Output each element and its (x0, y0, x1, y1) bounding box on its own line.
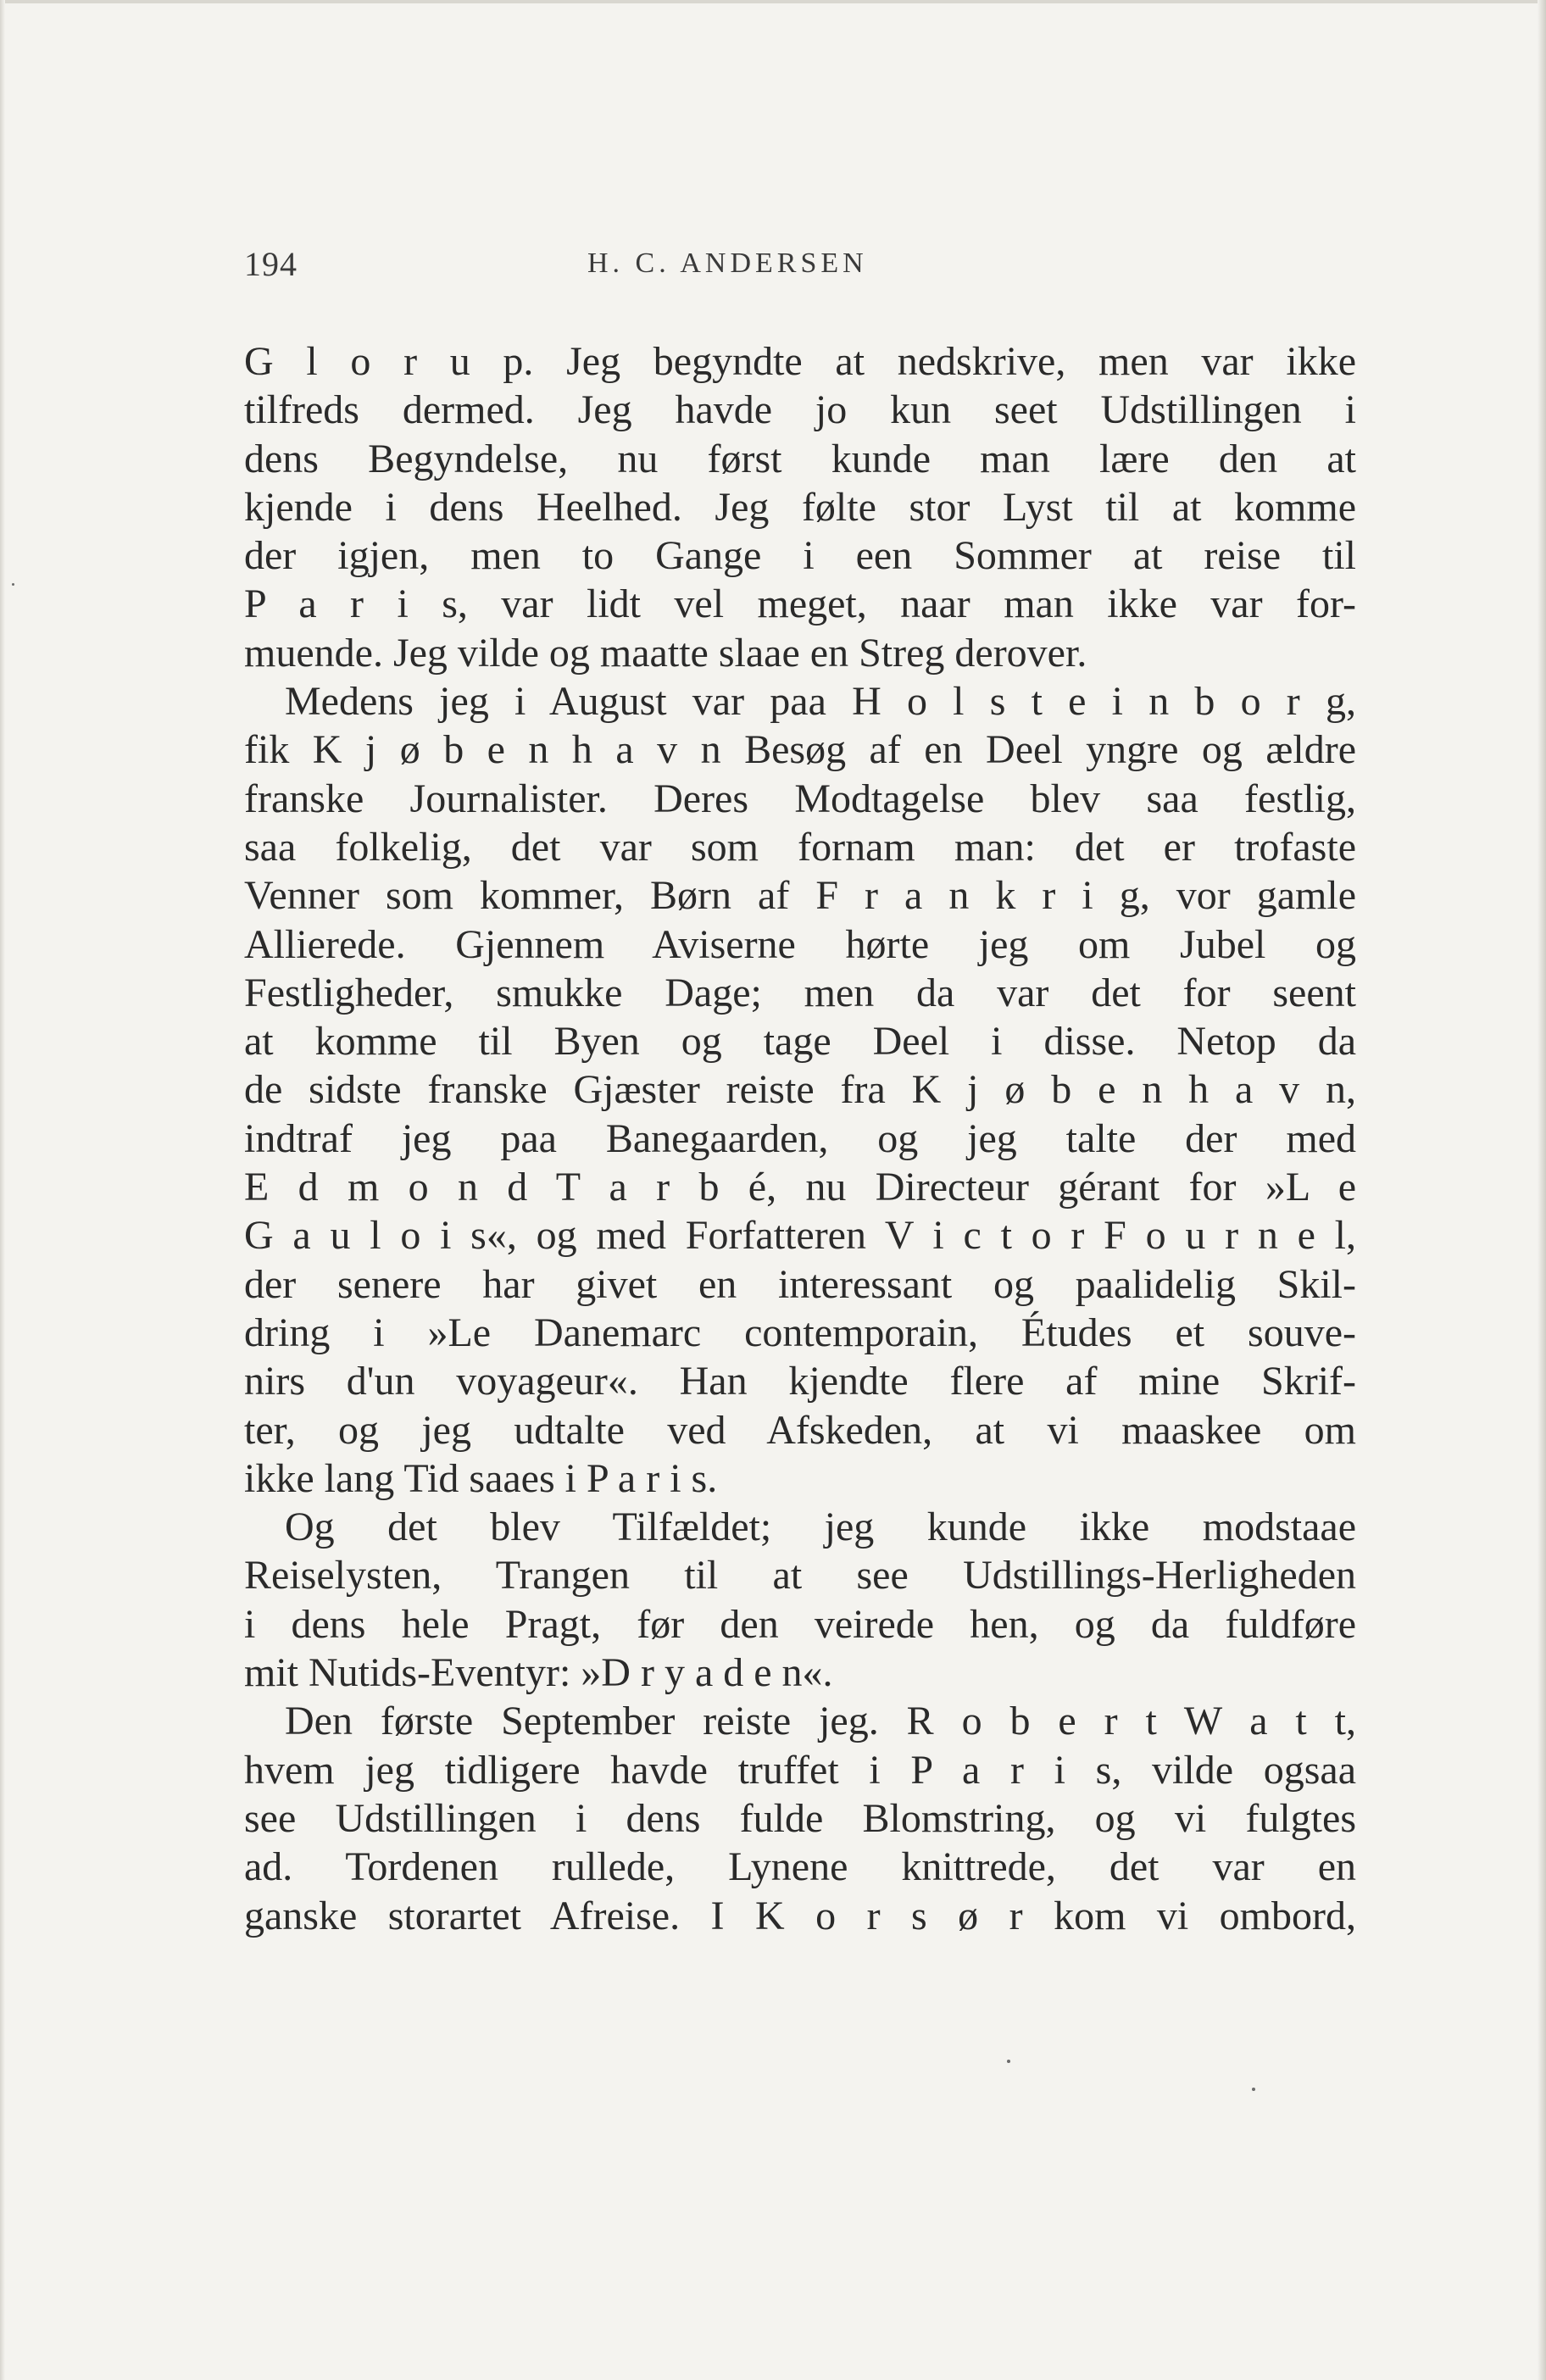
text-line: nirs d'un voyageur«. Han kjendte flere af mine Skrif- (244, 1359, 1356, 1404)
page-right-edge (1538, 0, 1546, 2380)
text-line: Reiselysten, Trangen til at see Udstillings-Herligheden (244, 1553, 1356, 1599)
paper-speck (12, 583, 14, 586)
text-line: ter, og jeg udtalte ved Afskeden, at vi maaskee om (244, 1407, 1356, 1453)
body-text (244, 337, 1356, 1940)
text-line: mit Nutids-Eventyr: »D r y a d e n«. (244, 1650, 833, 1696)
text-line: ikke lang Tid saaes i P a r i s. (244, 1455, 718, 1501)
text-line: der igjen, men to Gange i een Sommer at reise til (244, 533, 1356, 579)
text-line: muende. Jeg vilde og maatte slaae en Streg derover. (244, 630, 1087, 676)
text-line: hvem jeg tidligere havde truffet i P a r i s, vilde ogsaa (244, 1747, 1356, 1793)
text-line: Den første September reiste jeg. R o b e r t W a t t, (285, 1699, 1356, 1744)
page-top-edge (0, 0, 1546, 3)
paper-speck (1252, 2088, 1255, 2091)
text-line: E d m o n d T a r b é, nu Directeur gérant for »L e (244, 1165, 1356, 1210)
text-line: saa folkelig, det var som fornam man: det er trofaste (244, 824, 1356, 870)
text-line: tilfreds dermed. Jeg havde jo kun seet Udstillingen i (244, 387, 1356, 433)
text-line: Og det blev Tilfældet; jeg kunde ikke modstaae (285, 1504, 1356, 1550)
text-line: G a u l o i s«, og med Forfatteren V i c t o r F o u r n e l, (244, 1213, 1356, 1259)
text-line: kjende i dens Heelhed. Jeg følte stor Lyst til at komme (244, 484, 1356, 530)
text-line: ad. Tordenen rullede, Lynene knittrede, det var en (244, 1844, 1356, 1890)
text-line: fik K j ø b e n h a v n Besøg af en Deel yngre og ældre (244, 727, 1356, 773)
text-line: Allierede. Gjennem Aviserne hørte jeg om Jubel og (244, 921, 1356, 967)
text-line: at komme til Byen og tage Deel i disse. Netop da (244, 1019, 1356, 1065)
text-line: der senere har givet en interessant og paalidelig Skil- (244, 1261, 1356, 1307)
text-line: Venner som kommer, Børn af F r a n k r i g, vor gamle (244, 873, 1356, 919)
text-line: dring i »Le Danemarc contemporain, Études et souve- (244, 1310, 1356, 1355)
text-line: P a r i s, var lidt vel meget, naar man ikke var for- (244, 581, 1356, 627)
text-line: Medens jeg i August var paa H o l s t e i n b o r g, (285, 679, 1356, 725)
text-line: Festligheder, smukke Dage; men da var det for seent (244, 970, 1356, 1015)
running-title: H. C. ANDERSEN (587, 247, 868, 279)
text-line: dens Begyndelse, nu først kunde man lære den at (244, 436, 1356, 481)
page-left-edge (0, 0, 5, 2380)
text-line: i dens hele Pragt, før den veirede hen, og da fuldføre (244, 1601, 1356, 1647)
text-line: de sidste franske Gjæster reiste fra K j ø b e n h a v n, (244, 1067, 1356, 1113)
text-line: ganske storartet Afreise. I K o r s ø r kom vi ombord, (244, 1893, 1356, 1938)
text-line: indtraf jeg paa Banegaarden, og jeg talte der med (244, 1115, 1356, 1161)
text-line: franske Journalister. Deres Modtagelse blev saa festlig, (244, 776, 1356, 821)
text-line: see Udstillingen i dens fulde Blomstring, og vi fulgtes (244, 1795, 1356, 1841)
text-line: G l o r u p. Jeg begyndte at nedskrive, men var ikke (244, 339, 1356, 384)
paper-speck (1007, 2060, 1010, 2063)
running-head (244, 244, 1346, 286)
page-number: 194 (244, 245, 298, 283)
